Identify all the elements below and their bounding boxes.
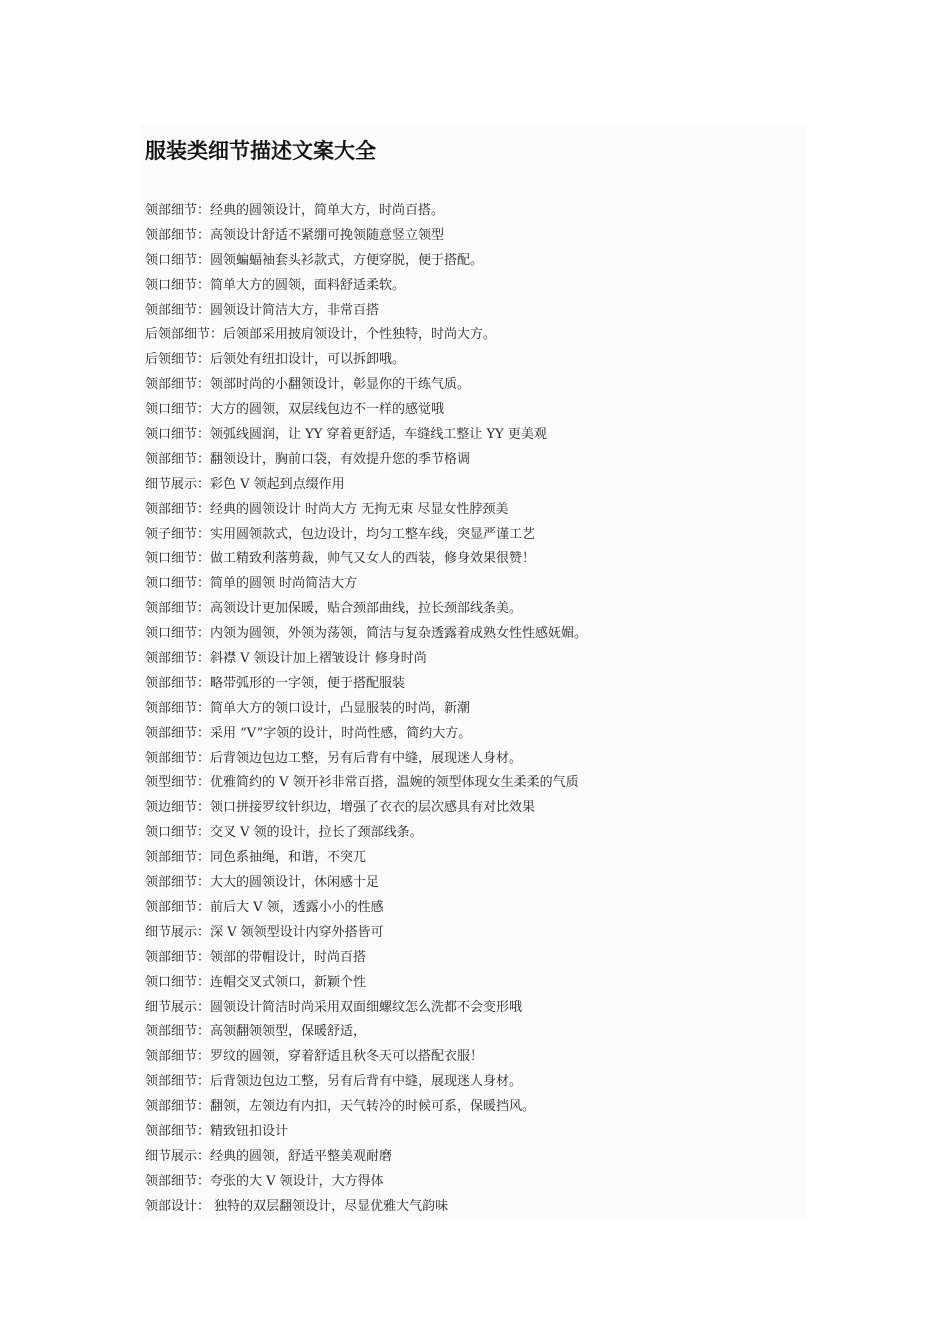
detail-line: 领部细节：经典的圆领设计 时尚大方 无拘无束 尽显女性脖颈美 [145,501,509,517]
detail-line: 领口细节：交叉 V 领的设计，拉长了颈部线条。 [145,825,423,841]
detail-line: 领部细节：罗纹的圆领，穿着舒适且秋冬天可以搭配衣服！ [145,1049,484,1065]
detail-line: 领部细节：圆领设计简洁大方，非常百搭 [145,302,380,318]
detail-line: 领部细节：后背领边包边工整，另有后背有中缝，展现迷人身材。 [145,1074,523,1090]
detail-line: 领部细节：大大的圆领设计，休闲感十足 [145,875,380,891]
detail-line: 领部细节：斜襟 V 领设计加上褶皱设计 修身时尚 [145,651,427,667]
detail-line: 领部细节：领部时尚的小翻领设计，彰显你的干练气质。 [145,377,471,393]
detail-line: 领部细节：高领设计舒适不紧绷可挽领随意竖立领型 [145,227,445,243]
detail-line: 领部细节：后背领边包边工整，另有后背有中缝，展现迷人身材。 [145,750,523,766]
detail-line: 后领部细节：后领部采用披肩领设计，个性独特，时尚大方。 [145,327,497,343]
detail-list [145,199,587,1220]
detail-line: 领口细节：内领为圆领，外领为荡领，简洁与复杂透露着成熟女性性感妩媚。 [145,626,588,642]
detail-line: 领口细节：圆领蝙蝠袖套头衫款式，方便穿脱，便于搭配。 [145,252,484,268]
detail-line: 领部细节：翻领设计，胸前口袋，有效提升您的季节格调 [145,451,471,467]
detail-line: 领部细节：高领翻领领型，保暖舒适， [145,1024,367,1040]
detail-line: 领部细节：前后大 V 领，透露小小的性感 [145,899,384,915]
detail-line: 领口细节：连帽交叉式领口，新颖个性 [145,974,367,990]
detail-line: 细节展示：深 V 领领型设计内穿外搭皆可 [145,924,384,940]
detail-line: 领部细节：翻领，左领边有内扣，天气转冷的时候可系，保暖挡风。 [145,1099,536,1115]
detail-line: 领部细节：精致钮扣设计 [145,1123,289,1139]
detail-line: 领子细节：实用圆领款式，包边设计，均匀工整车线，突显严谨工艺 [145,526,536,542]
detail-line: 领部细节：高领设计更加保暖，贴合颈部曲线，拉长颈部线条美。 [145,601,523,617]
detail-line: 细节展示：经典的圆领，舒适平整美观耐磨 [145,1148,393,1164]
detail-line: 领部设计： 独特的双层翻领设计，尽显优雅大气韵味 [145,1198,449,1214]
detail-line: 领部细节：采用 “V”字领的设计，时尚性感，简约大方。 [145,725,472,741]
detail-line: 领型细节：优雅简约的 V 领开衫非常百搭，温婉的领型体现女生柔柔的气质 [145,775,579,791]
detail-line: 领部细节：简单大方的领口设计，凸显服装的时尚，新潮 [145,700,471,716]
page-title: 服装类细节描述文案大全 [145,138,376,163]
detail-line: 领部细节：同色系抽绳，和谐，不突兀 [145,850,367,866]
detail-line: 领部细节：经典的圆领设计，简单大方，时尚百搭。 [145,203,445,218]
detail-line: 后领细节：后领处有纽扣设计，可以拆卸哦。 [145,352,406,368]
detail-line: 领口细节：大方的圆领，双层线包边不一样的感觉哦 [145,402,445,418]
detail-line: 领口细节：做工精致利落剪裁，帅气又女人的西装，修身效果很赞！ [145,551,536,567]
detail-line: 领口细节：简单的圆领 时尚简洁大方 [145,576,358,592]
detail-line: 领边细节：领口拼接罗纹针织边，增强了衣衣的层次感具有对比效果 [145,800,536,816]
detail-line: 领口细节：领弧线圆润，让 YY 穿着更舒适，车缝线工整让 YY 更美观 [145,427,547,443]
detail-line: 细节展示：彩色 V 领起到点缀作用 [145,476,345,492]
detail-line: 细节展示：圆领设计简洁时尚采用双面细螺纹怎么洗都不会变形哦 [145,999,523,1015]
detail-line: 领部细节：略带弧形的一字领，便于搭配服装 [145,675,406,691]
detail-line: 领口细节：简单大方的圆领，面料舒适柔软。 [145,277,406,293]
detail-line: 领部细节：夸张的大 V 领设计，大方得体 [145,1173,384,1189]
detail-line: 领部细节：领部的带帽设计，时尚百搭 [145,949,367,965]
